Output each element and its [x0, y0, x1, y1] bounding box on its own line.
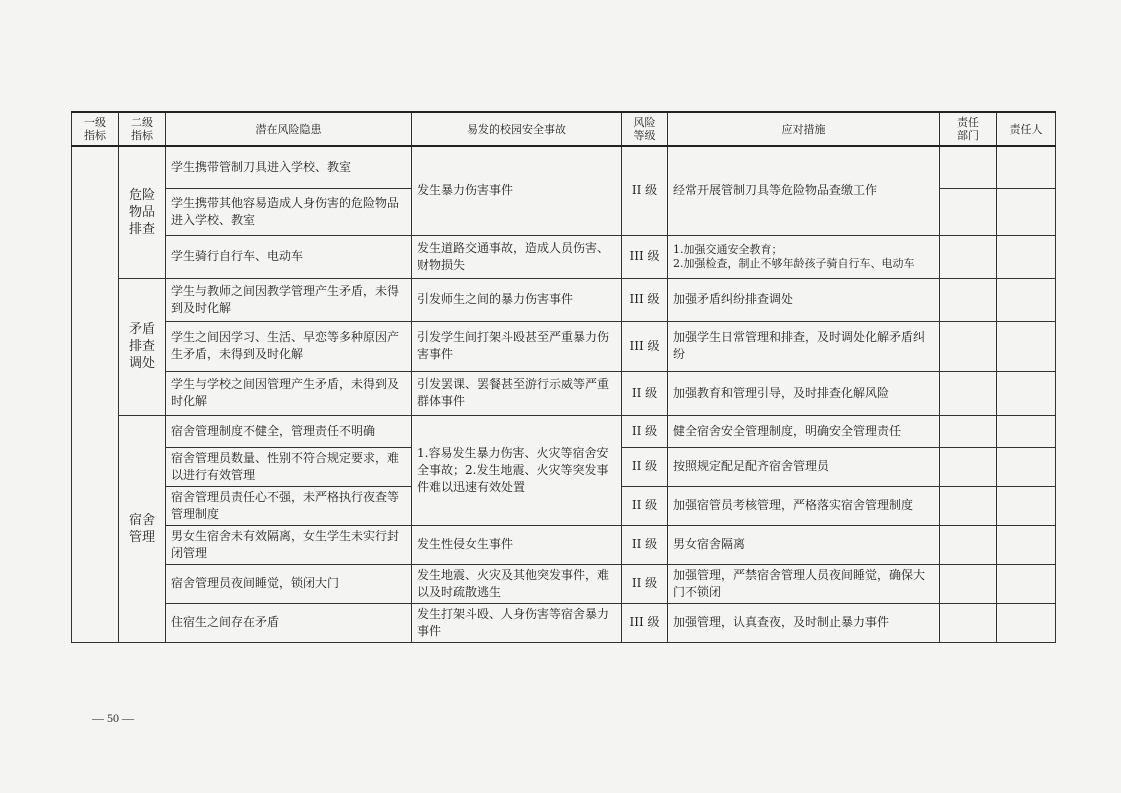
- person-cell: [997, 486, 1056, 525]
- table-row: [72, 415, 1056, 447]
- measures-cell: 按照规定配足配齐宿舍管理员: [668, 447, 940, 486]
- dept-cell: [940, 564, 997, 603]
- level2-cell: 矛盾 排查 调处: [119, 278, 166, 415]
- dept-cell: [940, 447, 997, 486]
- header-level1: 一级 指标: [72, 112, 119, 146]
- measures-cell: 1.加强交通安全教育； 2.加强检查，制止不够年龄孩子骑自行车、电动车: [668, 235, 940, 278]
- dept-cell: [940, 525, 997, 564]
- header-hazard: 潜在风险隐患: [166, 112, 412, 146]
- grade-cell: II 级: [622, 564, 668, 603]
- grade-cell: II 级: [622, 415, 668, 447]
- hazard-cell: 学生与教师之间因教学管理产生矛盾，未得到及时化解: [166, 278, 412, 321]
- measures-cell: 加强学生日常管理和排查，及时调处化解矛盾纠纷: [668, 321, 940, 371]
- accident-cell: 发生道路交通事故，造成人员伤害、财物损失: [412, 235, 622, 278]
- measures-cell: 健全宿舍安全管理制度，明确安全管理责任: [668, 415, 940, 447]
- table-row: [72, 371, 1056, 415]
- dept-cell: [940, 486, 997, 525]
- person-cell: [997, 525, 1056, 564]
- table-row: [72, 525, 1056, 564]
- accident-cell: 引发学生间打架斗殴甚至严重暴力伤害事件: [412, 321, 622, 371]
- table-row: [72, 235, 1056, 278]
- hazard-cell: 住宿生之间存在矛盾: [166, 603, 412, 642]
- grade-cell: III 级: [622, 321, 668, 371]
- hazard-cell: 男女生宿舍未有效隔离，女生学生未实行封闭管理: [166, 525, 412, 564]
- accident-cell: 引发罢课、罢餐甚至游行示威等严重群体事件: [412, 371, 622, 415]
- grade-cell: II 级: [622, 447, 668, 486]
- measures-cell: 加强矛盾纠纷排查调处: [668, 278, 940, 321]
- accident-cell: 1.容易发生暴力伤害、火灾等宿舍安全事故；2.发生地震、火灾等突发事件难以迅速有效处置: [412, 415, 622, 525]
- dept-cell: [940, 321, 997, 371]
- dept-cell: [940, 235, 997, 278]
- dept-cell: [940, 146, 997, 188]
- grade-cell: II 级: [622, 371, 668, 415]
- person-cell: [997, 321, 1056, 371]
- measures-cell: 男女宿舍隔离: [668, 525, 940, 564]
- measures-cell: 加强管理，严禁宿舍管理人员夜间睡觉，确保大门不锁闭: [668, 564, 940, 603]
- hazard-cell: 宿舍管理员数量、性别不符合规定要求，难以进行有效管理: [166, 447, 412, 486]
- table-header-row: [72, 112, 1056, 146]
- grade-cell: II 级: [622, 486, 668, 525]
- measures-cell: 加强教育和管理引导，及时排查化解风险: [668, 371, 940, 415]
- dept-cell: [940, 415, 997, 447]
- grade-cell: III 级: [622, 278, 668, 321]
- dept-cell: [940, 603, 997, 642]
- table-row: [72, 278, 1056, 321]
- accident-cell: 引发师生之间的暴力伤害事件: [412, 278, 622, 321]
- accident-cell: 发生性侵女生事件: [412, 525, 622, 564]
- hazard-cell: 学生携带管制刀具进入学校、教室: [166, 146, 412, 188]
- page-number: — 50 —: [92, 711, 134, 725]
- table-row: [72, 146, 1056, 188]
- hazard-cell: 宿舍管理制度不健全，管理责任不明确: [166, 415, 412, 447]
- measures-cell: 加强宿管员考核管理，严格落实宿舍管理制度: [668, 486, 940, 525]
- hazard-cell: 学生之间因学习、生活、早恋等多种原因产生矛盾，未得到及时化解: [166, 321, 412, 371]
- header-level2: 二级 指标: [119, 112, 166, 146]
- grade-cell: III 级: [622, 235, 668, 278]
- accident-cell: 发生地震、火灾及其他突发事件，难以及时疏散逃生: [412, 564, 622, 603]
- measures-cell: 加强管理，认真查夜，及时制止暴力事件: [668, 603, 940, 642]
- grade-cell: II 级: [622, 525, 668, 564]
- person-cell: [997, 278, 1056, 321]
- dept-cell: [940, 188, 997, 235]
- person-cell: [997, 415, 1056, 447]
- table-row: [72, 564, 1056, 603]
- hazard-cell: 学生携带其他容易造成人身伤害的危险物品进入学校、教室: [166, 188, 412, 235]
- person-cell: [997, 235, 1056, 278]
- grade-cell: II 级: [622, 146, 668, 235]
- person-cell: [997, 146, 1056, 188]
- person-cell: [997, 603, 1056, 642]
- table-row: [72, 321, 1056, 371]
- risk-table: [71, 111, 1056, 643]
- header-person: 责任人: [997, 112, 1056, 146]
- header-dept: 责任 部门: [940, 112, 997, 146]
- hazard-cell: 学生骑行自行车、电动车: [166, 235, 412, 278]
- grade-cell: III 级: [622, 603, 668, 642]
- hazard-cell: 学生与学校之间因管理产生矛盾，未得到及时化解: [166, 371, 412, 415]
- dept-cell: [940, 278, 997, 321]
- accident-cell: 发生打架斗殴、人身伤害等宿舍暴力事件: [412, 603, 622, 642]
- measures-cell: 经常开展管制刀具等危险物品查缴工作: [668, 146, 940, 235]
- person-cell: [997, 371, 1056, 415]
- table-row: [72, 603, 1056, 642]
- accident-cell: 发生暴力伤害事件: [412, 146, 622, 235]
- header-accident: 易发的校园安全事故: [412, 112, 622, 146]
- level2-cell: 宿舍 管理: [119, 415, 166, 642]
- header-measures: 应对措施: [668, 112, 940, 146]
- level1-cell: [72, 146, 119, 642]
- header-risk-grade: 风险 等级: [622, 112, 668, 146]
- hazard-cell: 宿舍管理员夜间睡觉，锁闭大门: [166, 564, 412, 603]
- person-cell: [997, 188, 1056, 235]
- person-cell: [997, 447, 1056, 486]
- hazard-cell: 宿舍管理员责任心不强，未严格执行夜查等管理制度: [166, 486, 412, 525]
- dept-cell: [940, 371, 997, 415]
- person-cell: [997, 564, 1056, 603]
- level2-cell: 危险 物品 排查: [119, 146, 166, 278]
